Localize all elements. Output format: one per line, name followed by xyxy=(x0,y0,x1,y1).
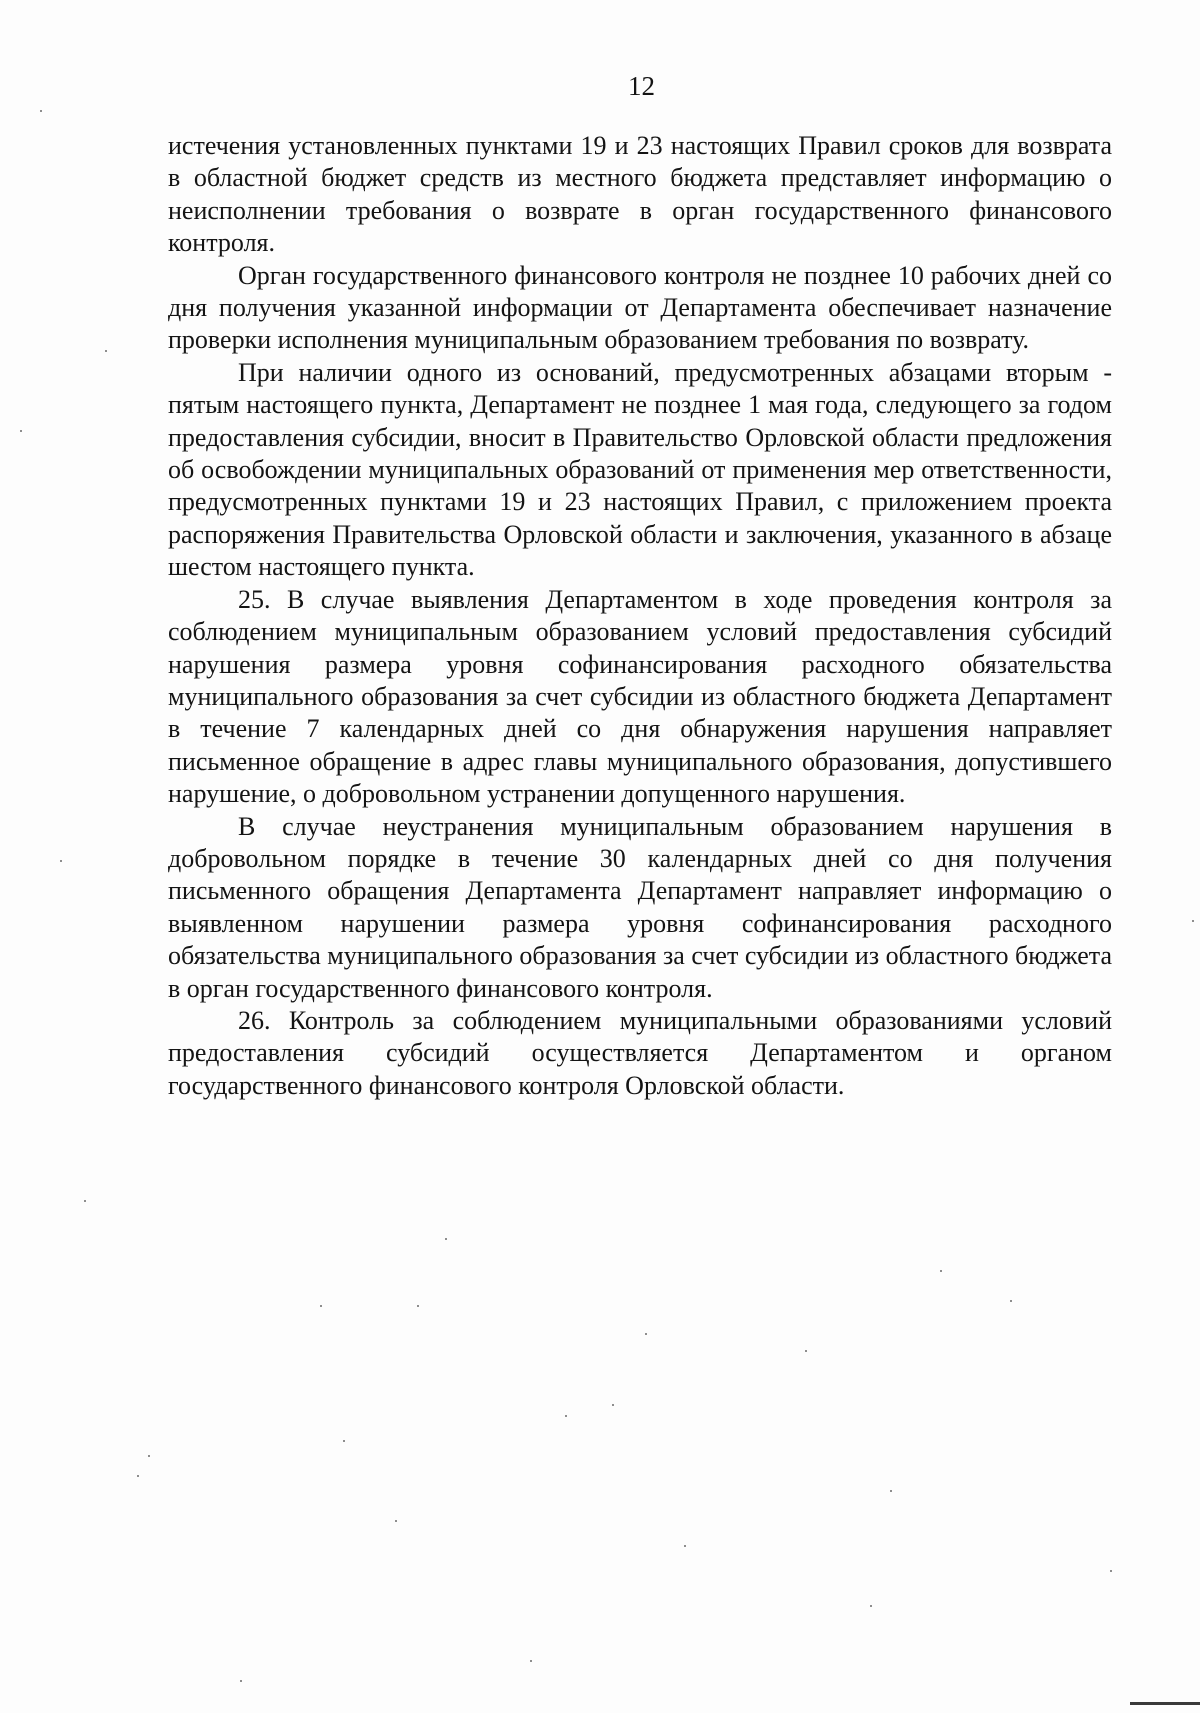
paragraph-inspection-assignment: Орган государственного финансового контроля не позднее 10 рабочих дней со дня получения указанной информации от Департамента обеспечивает назначение проверки исполнения муниципальным образованием требования по возврату. xyxy=(168,260,1112,355)
scan-speck xyxy=(320,1305,322,1307)
scan-speck xyxy=(417,1305,419,1307)
scan-speck xyxy=(870,1605,872,1607)
paragraph-continuation: истечения установленных пунктами 19 и 23 настоящих Правил сроков для возврата в областной бюджет средств из местного бюджета представляет информацию о неисполнении требования о возврате в орган государственного финансового контроля. xyxy=(168,131,1112,258)
paragraph-exemption-proposal: При наличии одного из оснований, предусмотренных абзацами вторым - пятым настоящего пункта, Департамент не позднее 1 мая года, следующего за годом предоставления субсидии, вносит в Правительство Орловской области предложения об освобождении муниципальных образований от применения мер ответственности, предусмотренных пунктами 19 и 23 настоящих Правил, с приложением проекта распоряжения Правительства Орловской области и заключения, указанного в абзаце шестом настоящего пункта. xyxy=(168,357,1112,582)
paragraph-clause-25: 25. В случае выявления Департаментом в ходе проведения контроля за соблюдением муниципальным образованием условий предоставления субсидий нарушения размера уровня софинансирования расходного обязательства муниципального образования за счет субсидии из областного бюджета Департамент в течение 7 календарных дней со дня обнаружения нарушения направляет письменное обращение в адрес главы муниципального образования, допустившего нарушение, о добровольном устранении допущенного нарушения. xyxy=(168,584,1112,809)
scan-speck xyxy=(890,1490,892,1492)
scan-speck xyxy=(105,350,107,352)
scan-speck xyxy=(1010,1300,1012,1302)
scan-speck xyxy=(60,860,62,862)
paragraph-non-remediation: В случае неустранения муниципальным образованием нарушения в добровольном порядке в течение 30 календарных дней со дня получения письменного обращения Департамента Департамент направляет информацию о выявленном нарушении размера уровня софинансирования расходного обязательства муниципального образования за счет субсидии из областного бюджета в орган государственного финансового контроля. xyxy=(168,811,1112,1003)
document-body xyxy=(168,130,1112,1102)
scan-speck xyxy=(20,430,22,432)
scan-speck xyxy=(612,1404,614,1406)
paragraph-clause-26: 26. Контроль за соблюдением муниципальными образованиями условий предоставления субсидий осуществляется Департаментом и органом государственного финансового контроля Орловской области. xyxy=(168,1005,1112,1100)
scan-speck xyxy=(137,1475,139,1477)
scan-speck xyxy=(40,110,42,112)
scan-speck xyxy=(240,1680,242,1682)
scan-edge-mark xyxy=(1130,1702,1200,1705)
scan-speck xyxy=(805,1350,807,1352)
scan-speck xyxy=(343,1440,345,1442)
scan-speck xyxy=(530,1660,532,1662)
page-number: 12 xyxy=(628,71,655,101)
scan-speck xyxy=(684,1545,686,1547)
scan-speck xyxy=(445,1238,447,1240)
scan-speck xyxy=(148,1455,150,1457)
scan-speck xyxy=(395,1520,397,1522)
scan-speck xyxy=(565,1415,567,1417)
scan-speck xyxy=(940,1270,942,1272)
scan-speck xyxy=(84,1200,86,1202)
scan-speck xyxy=(1110,1570,1112,1572)
scan-speck xyxy=(1192,920,1194,922)
scan-speck xyxy=(645,1333,647,1335)
